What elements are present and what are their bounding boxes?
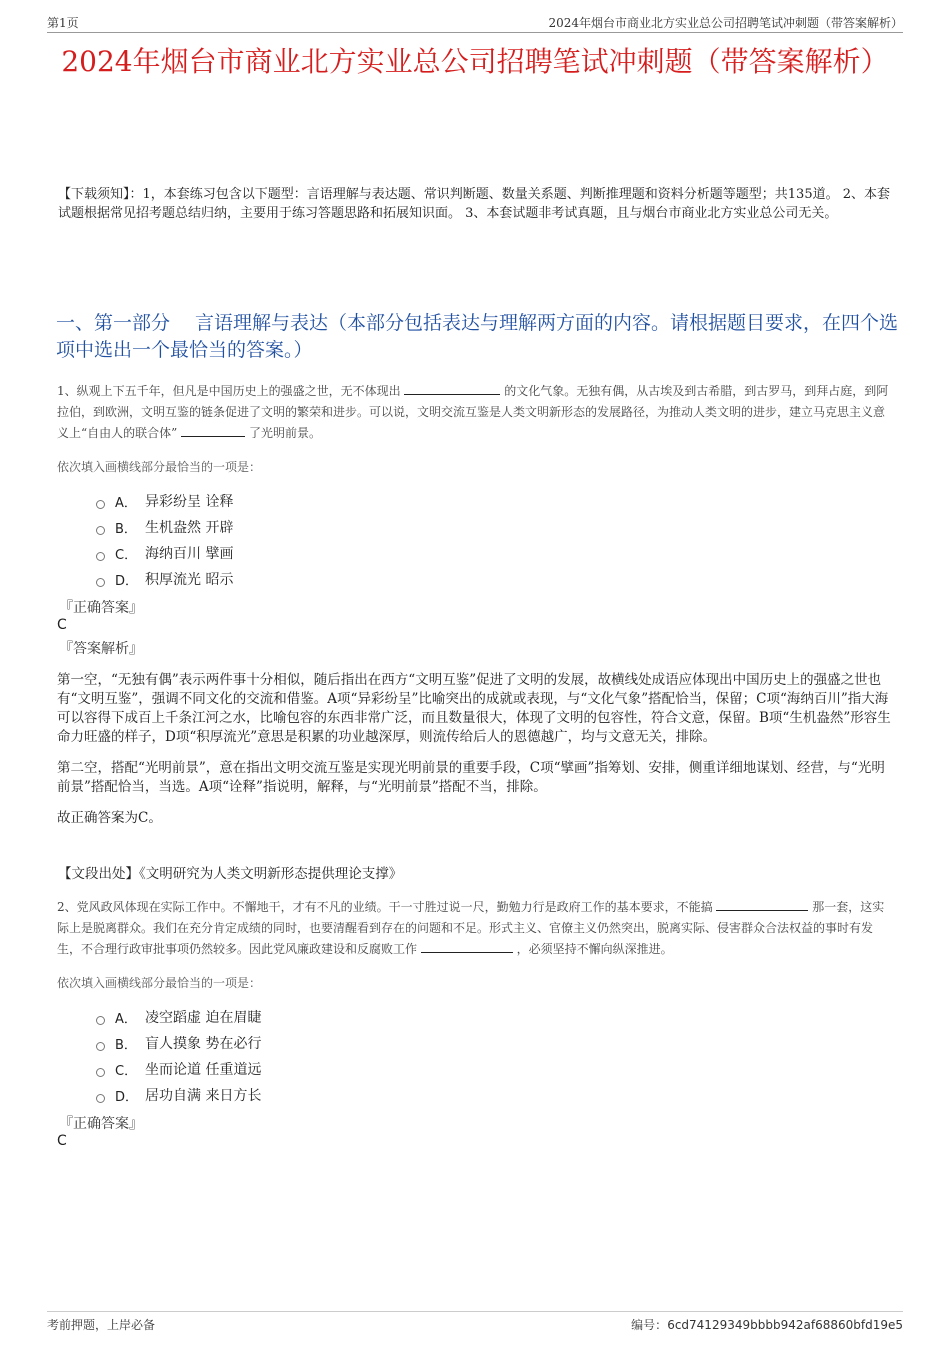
footer-code-label: 编号： bbox=[631, 1318, 668, 1332]
question-2-stem-part-c: ，必须坚持不懈向纵深推进。 bbox=[516, 942, 673, 956]
question-1-stem-part-a: 1、纵观上下五千年，但凡是中国历史上的强盛之世，无不体现出 bbox=[57, 384, 401, 398]
radio-icon[interactable] bbox=[96, 526, 105, 535]
question-1-stem-part-b: 的文化气象。无独有偶，从古埃及到古希腊，到古罗马，到拜占庭，到阿拉伯，到欧洲，文明互鉴的链条促进了文明的繁荣和进步。可以说，文明交流互鉴是人类文明新形态的发展路径，为推动人类文明的进步，建立马克思主义意义上“自由人的联合体” bbox=[57, 384, 889, 440]
passage-source: 【文段出处】《文明研究为人类文明新形态提供理论支撑》 bbox=[58, 866, 403, 882]
option-d[interactable]: D． 积厚流光 昭示 bbox=[96, 566, 233, 592]
correct-answer-label: 『正确答案』 bbox=[59, 600, 143, 616]
option-d[interactable]: D． 居功自满 来日方长 bbox=[96, 1082, 261, 1108]
analysis-paragraph: 第一空，“无独有偶”表示两件事十分相似，随后指出在西方“文明互鉴”促进了文明的发展，故横线处成语应体现出中国历史上的强盛之世也有“文明互鉴”，强调不同文化的交流和借鉴。A项“异彩纷呈”比喻突出的成就或表现，与“文化气象”搭配恰当，保留；C项“海纳百川”指大海可以容得下成百上千条江河之水，比喻包容的东西非常广泛，而且数量很大，体现了文明的包容性，符合文意，保留。B项“生机盎然”形容生命力旺盛的样子，D项“积厚流光”意思是积累的功业越深厚，则流传给后人的恩德越广，均与文意无关，排除。 bbox=[57, 672, 891, 745]
question-2-stem-part-a: 2、党风政风体现在实际工作中。不懈地干，才有不凡的业绩。干一寸胜过说一尺，勤勉力行是政府工作的基本要求，不能搞 bbox=[57, 900, 713, 914]
option-text: 坐而论道 任重道远 bbox=[145, 1062, 262, 1078]
analysis-paragraph: 第二空，搭配“光明前景”，意在指出文明交流互鉴是实现光明前景的重要手段，C项“擘画”指筹划、安排，侧重详细地谋划、经营，与“光明前景”搭配恰当，当选。A项“诠释”指说明，解释，与“光明前景”搭配不当，排除。 bbox=[57, 760, 885, 795]
question-2-options bbox=[96, 1004, 261, 1108]
question-2-prompt: 依次填入画横线部分最恰当的一项是： bbox=[57, 976, 262, 990]
analysis-label: 『答案解析』 bbox=[59, 641, 143, 657]
option-text: 盲人摸象 势在必行 bbox=[145, 1036, 262, 1052]
radio-icon[interactable] bbox=[96, 1016, 105, 1025]
fill-blank bbox=[421, 940, 513, 953]
question-1-stem-part-c: 了光明前景。 bbox=[248, 426, 321, 440]
page-header bbox=[47, 14, 903, 33]
question-1-analysis bbox=[57, 671, 896, 840]
section-title: 一、第一部分 言语理解与表达（本部分包括表达与理解两方面的内容。请根据题目要求，在四个选项中选出一个最恰当的答案。） bbox=[56, 312, 899, 361]
radio-icon[interactable] bbox=[96, 1094, 105, 1103]
footer-code-value: 6cd74129349bbbb942af68860bfd19e5 bbox=[667, 1318, 903, 1332]
footer-code bbox=[631, 1316, 903, 1333]
radio-icon[interactable] bbox=[96, 578, 105, 587]
option-text: 积厚流光 昭示 bbox=[145, 572, 234, 588]
page-footer bbox=[47, 1311, 903, 1334]
option-a[interactable]: A． 凌空蹈虚 迫在眉睫 bbox=[96, 1004, 261, 1030]
option-text: 生机盎然 开辟 bbox=[145, 520, 234, 536]
document-title: 2024年烟台市商业北方实业总公司招聘笔试冲刺题（带答案解析） bbox=[61, 45, 889, 78]
option-text: 异彩纷呈 诠释 bbox=[145, 494, 234, 510]
option-text: 居功自满 来日方长 bbox=[145, 1088, 262, 1104]
option-text: 凌空蹈虚 迫在眉睫 bbox=[145, 1010, 262, 1026]
radio-icon[interactable] bbox=[96, 1068, 105, 1077]
option-text: 海纳百川 擘画 bbox=[145, 546, 234, 562]
option-a[interactable]: A． 异彩纷呈 诠释 bbox=[96, 488, 233, 514]
radio-icon[interactable] bbox=[96, 1042, 105, 1051]
option-c[interactable]: C． 坐而论道 任重道远 bbox=[96, 1056, 261, 1082]
fill-blank bbox=[181, 424, 245, 437]
footer-slogan: 考前押题，上岸必备 bbox=[47, 1318, 156, 1332]
question-2-stem-part-b: 那一套，这实际上是脱离群众。我们在充分肯定成绩的同时，也要清醒看到存在的问题和不足。形式主义、官僚主义仍然突出，脱离实际、侵害群众合法权益的事时有发生，不合理行政审批事项仍然较多。因此党风廉政建设和反腐败工作 bbox=[57, 900, 885, 956]
correct-answer: C bbox=[57, 1133, 67, 1149]
option-c[interactable]: C． 海纳百川 擘画 bbox=[96, 540, 233, 566]
fill-blank bbox=[716, 898, 808, 911]
fill-blank bbox=[404, 382, 500, 395]
question-1-stem bbox=[57, 381, 895, 444]
page-number: 第1页 bbox=[47, 16, 79, 30]
analysis-paragraph: 故正确答案为C。 bbox=[57, 810, 162, 826]
question-1-options bbox=[96, 488, 233, 592]
correct-answer-label: 『正确答案』 bbox=[59, 1116, 143, 1132]
question-2-stem bbox=[57, 897, 895, 960]
correct-answer: C bbox=[57, 617, 67, 633]
header-doc-title: 2024年烟台市商业北方实业总公司招聘笔试冲刺题（带答案解析） bbox=[548, 16, 903, 30]
radio-icon[interactable] bbox=[96, 552, 105, 561]
radio-icon[interactable] bbox=[96, 500, 105, 509]
option-b[interactable]: B． 盲人摸象 势在必行 bbox=[96, 1030, 261, 1056]
question-1-prompt: 依次填入画横线部分最恰当的一项是： bbox=[57, 460, 262, 474]
download-notice: 【下载须知】：1，本套练习包含以下题型：言语理解与表达题、常识判断题、数量关系题、判断推理题和资料分析题等题型；共135道。 2、本套试题根据常见招考题总结归纳，主要用于练习答题思路和拓展知识面。 3、本套试题非考试真题，且与烟台市商业北方实业总公司无关。 bbox=[58, 187, 890, 221]
option-b[interactable]: B． 生机盎然 开辟 bbox=[96, 514, 233, 540]
